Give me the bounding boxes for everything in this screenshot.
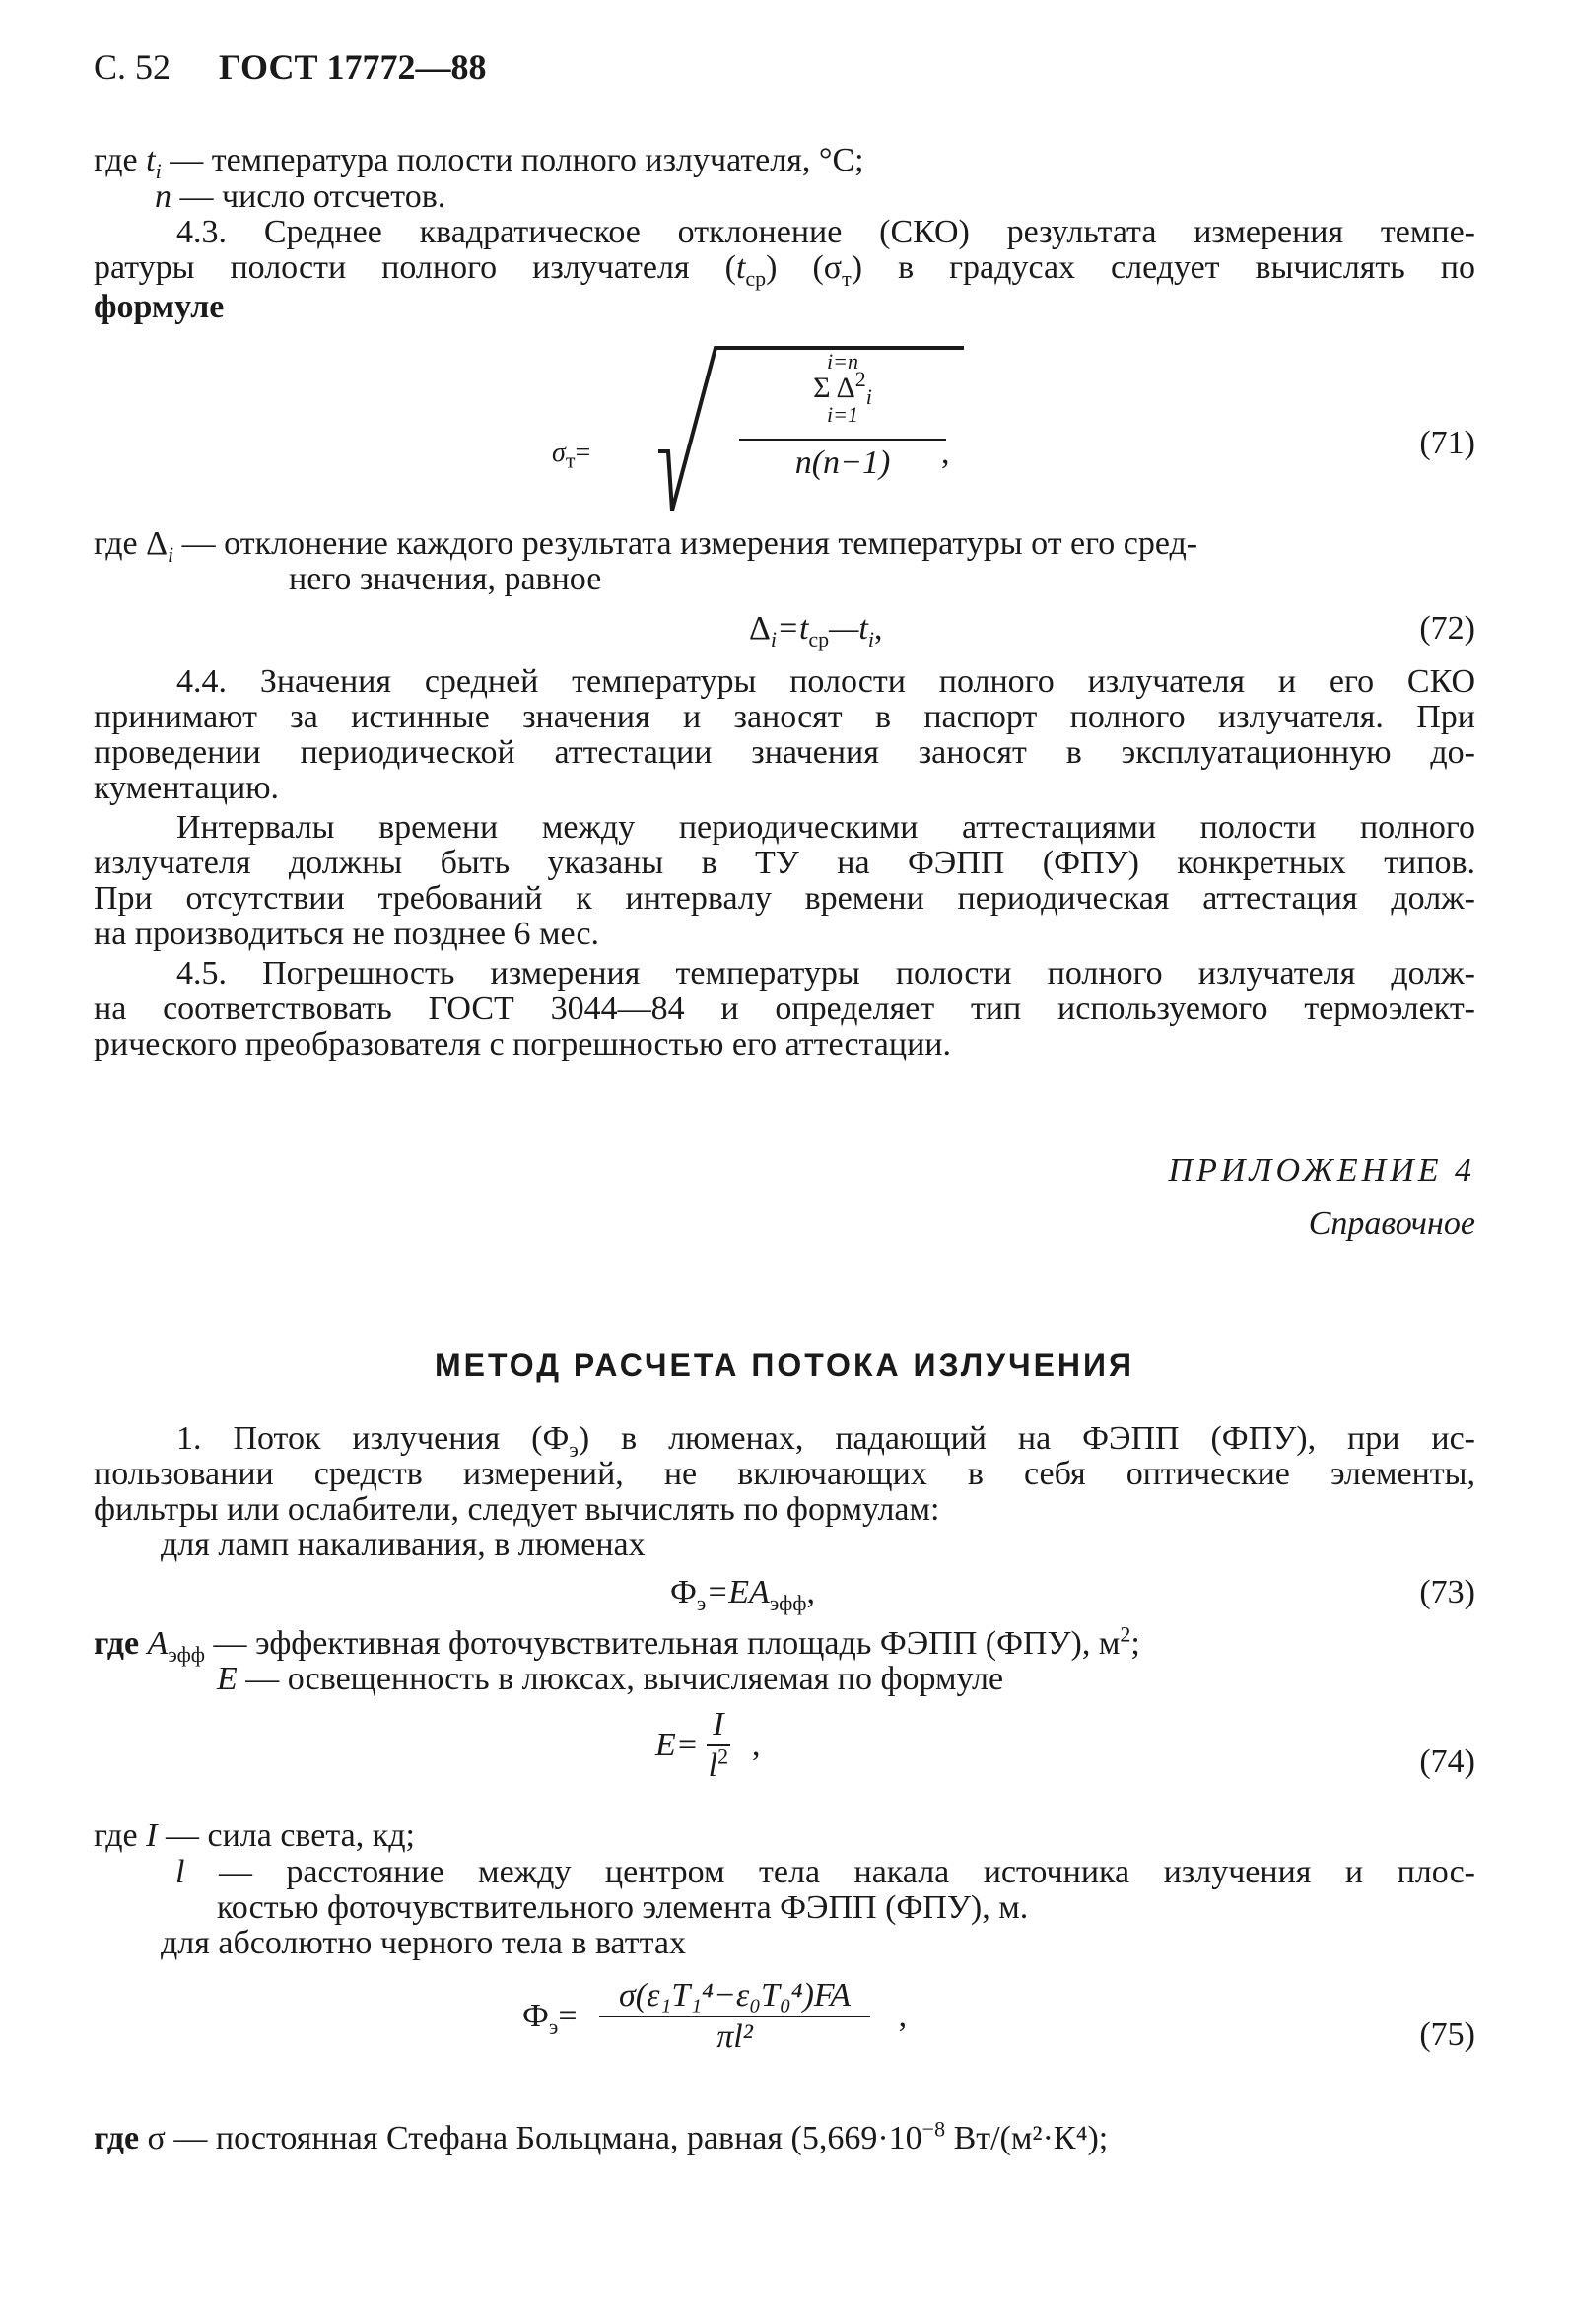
section-4-4-line2: принимают за истинные значения и заносят в паспорт полного излучателя. При xyxy=(94,699,1475,735)
para-1-line1: 1. Поток излучения $(Ф_э)$ в люменах, падающий на ФЭПП (ФПУ), при ис- xyxy=(176,1420,1476,1462)
equation-number-74: (74) xyxy=(1419,1743,1475,1780)
intervals-line1: Интервалы времени между периодическими аттестациями полости полного xyxy=(176,809,1475,846)
section-4-4-line1: 4.4. Значения средней температуры полости полного излучателя и его СКО xyxy=(176,663,1475,700)
where-i-line: где I — сила света, кд; xyxy=(94,1817,415,1854)
equation-number-71: (71) xyxy=(1419,425,1475,461)
equation-72: $\Delta_i=t_{ср}—t_i$, xyxy=(749,610,883,651)
section-heading: МЕТОД РАСЧЕТА ПОТОКА ИЗЛУЧЕНИЯ xyxy=(434,1347,1135,1383)
intervals-line3: При отсутствии требований к интервалу времени периодическая аттестация долж- xyxy=(94,880,1475,917)
para-1-line3: фильтры или ослабители, следует вычислять по формулам: xyxy=(94,1491,940,1528)
section-4-3-line1: 4.3. Среднее квадратическое отклонение (СКО) результата измерения темпе- xyxy=(176,214,1475,250)
appendix-title: ПРИЛОЖЕНИЕ 4 xyxy=(1168,1152,1475,1189)
where-n-line: n — число отсчетов. xyxy=(155,178,446,215)
section-4-3-line2: ратуры полости полного излучателя $(t_{ср})$ $(\sigma_т)$ в градусах следует вычислять по xyxy=(94,249,1475,291)
document-page: С. 52 ГОСТ 17772—88 где $t_i$ — температура полости полного излучателя, °С; n — число отсчетов. 4.3. Среднее квадратическое отклонение (СКО) результата измерения темпе- ратуры полости полного излучателя $(t_{ср})$ $(\sigma_т)$ в градусах следует вычислять по формуле $\sigma_т=$ i=n Σ $\Delta^2_i$ i=1 n(n−1) , (71) где $\Delta_i$ — отклонение каждого результата измерения температуры от его сред- него значения, равное $\Delta_i=t_{ср}—t_i$, (72) 4.4. Значения средней температуры полости полного излучателя и его СКО принимают за истинные значения и заносят в паспорт полного излучателя. При проведении периодической аттестации значения заносят в эксплуатационную до- кументацию. Интервалы времени между периодическими аттестациями полости полного излучателя должны быть указаны в ТУ на ФЭПП (ФПУ) конкретных типов. При отсутствии требований к интервалу времени периодическая аттестация долж- на производиться не позднее 6 мес. 4.5. Погрешность измерения температуры полости полного излучателя долж- на соответствовать ГОСТ 3044—84 и определяет тип используемого термоэлект- рического преобразователя с погрешностью его аттестации. ПРИЛОЖЕНИЕ 4 Справочное МЕТОД РАСЧЕТА ПОТОКА ИЗЛУЧЕНИЯ 1. Поток излучения $(Ф_э)$ в люменах, падающий на ФЭПП (ФПУ), при ис- пользовании средств измерений, не включающих в себя оптические элементы, фильтры или ослабители, следует вычислять по формулам: для ламп накаливания, в люменах $Ф_э=EA_{эфф}$, (73) где $A_{эфф}$ — эффективная фоточувствительная площадь ФЭПП (ФПУ), $м^2$; E — освещенность в люксах, вычисляемая по формуле E= $\frac{I}{l^2}$ , (74) где I — сила света, кд; l — расстояние между центром тела накала источника излучения и плос- костью фоточувствительного элемента ФЭПП (ФПУ), м. для абсолютно черного тела в ваттах $Ф_э=$ $\frac{\text{σ(ε₁T₁⁴−ε₀T₀⁴)FA}}{\text{πl²}}$ , (75) где σ — постоянная Стефана Больцмана, равная ($5,669\cdot 10^{-8}$ Вт/(м²·К⁴); xyxy=(0,0,1569,2324)
equation-74: E= $\frac{I}{l^2}$ , xyxy=(655,1706,761,1784)
where-delta-line1: где $\Delta_i$ — отклонение каждого результата измерения температуры от его сред- xyxy=(94,525,1198,567)
equation-number-75: (75) xyxy=(1419,2016,1475,2053)
where-sigma-line: где σ — постоянная Стефана Больцмана, равная ($5,669\cdot 10^{-8}$ Вт/(м²·К⁴); xyxy=(94,2116,1109,2156)
page-number: С. 52 xyxy=(94,47,171,87)
section-4-4-line4: кументацию. xyxy=(94,770,280,806)
where-a-line: где $A_{эфф}$ — эффективная фоточувствительная площадь ФЭПП (ФПУ), $м^2$; xyxy=(94,1621,1140,1667)
section-4-3-line3: формуле xyxy=(94,289,225,325)
where-l-line2: костью фоточувствительного элемента ФЭПП (ФПУ), м. xyxy=(217,1889,1029,1926)
where-l-line1: l — расстояние между центром тела накала источника излучения и плос- xyxy=(175,1854,1476,1890)
equation-71: $\sigma_т=$ i=n Σ $\Delta^2_i$ i=1 n(n−1) xyxy=(552,343,966,511)
section-4-5-line2: на соответствовать ГОСТ 3044—84 и определяет тип используемого термоэлект- xyxy=(94,991,1475,1027)
intervals-line2: излучателя должны быть указаны в ТУ на ФЭПП (ФПУ) конкретных типов. xyxy=(94,845,1475,881)
page-header xyxy=(94,47,486,87)
section-4-5-line1: 4.5. Погрешность измерения температуры полости полного излучателя долж- xyxy=(176,955,1475,991)
where-delta-line2: него значения, равное xyxy=(289,561,602,597)
section-4-4-line3: проведении периодической аттестации значения заносят в эксплуатационную до- xyxy=(94,734,1475,771)
para-1-line4: для ламп накаливания, в люменах xyxy=(161,1527,646,1563)
fraction-bar xyxy=(739,439,946,441)
blackbody-line: для абсолютно черного тела в ваттах xyxy=(161,1925,686,1961)
equation-73: $Ф_э=EA_{эфф}$, xyxy=(670,1574,816,1615)
appendix-subtitle: Справочное xyxy=(1308,1205,1475,1242)
where-t-line: где $t_i$ — температура полости полного излучателя, °С; xyxy=(94,142,864,183)
para-1-line2: пользовании средств измерений, не включающих в себя оптические элементы, xyxy=(94,1456,1475,1492)
where-e-line: E — освещенность в люксах, вычисляемая по формуле xyxy=(217,1661,1004,1697)
standard-number: ГОСТ 17772—88 xyxy=(219,47,487,87)
equation-number-72: (72) xyxy=(1419,610,1475,647)
equation-75: $Ф_э=$ $\frac{\text{σ(ε₁T₁⁴−ε₀T₀⁴)FA}}{\text{πl²}}$ , xyxy=(522,1977,908,2055)
section-4-5-line3: рического преобразователя с погрешностью его аттестации. xyxy=(94,1026,951,1062)
intervals-line4: на производиться не позднее 6 мес. xyxy=(94,916,600,952)
equation-number-73: (73) xyxy=(1419,1574,1475,1610)
